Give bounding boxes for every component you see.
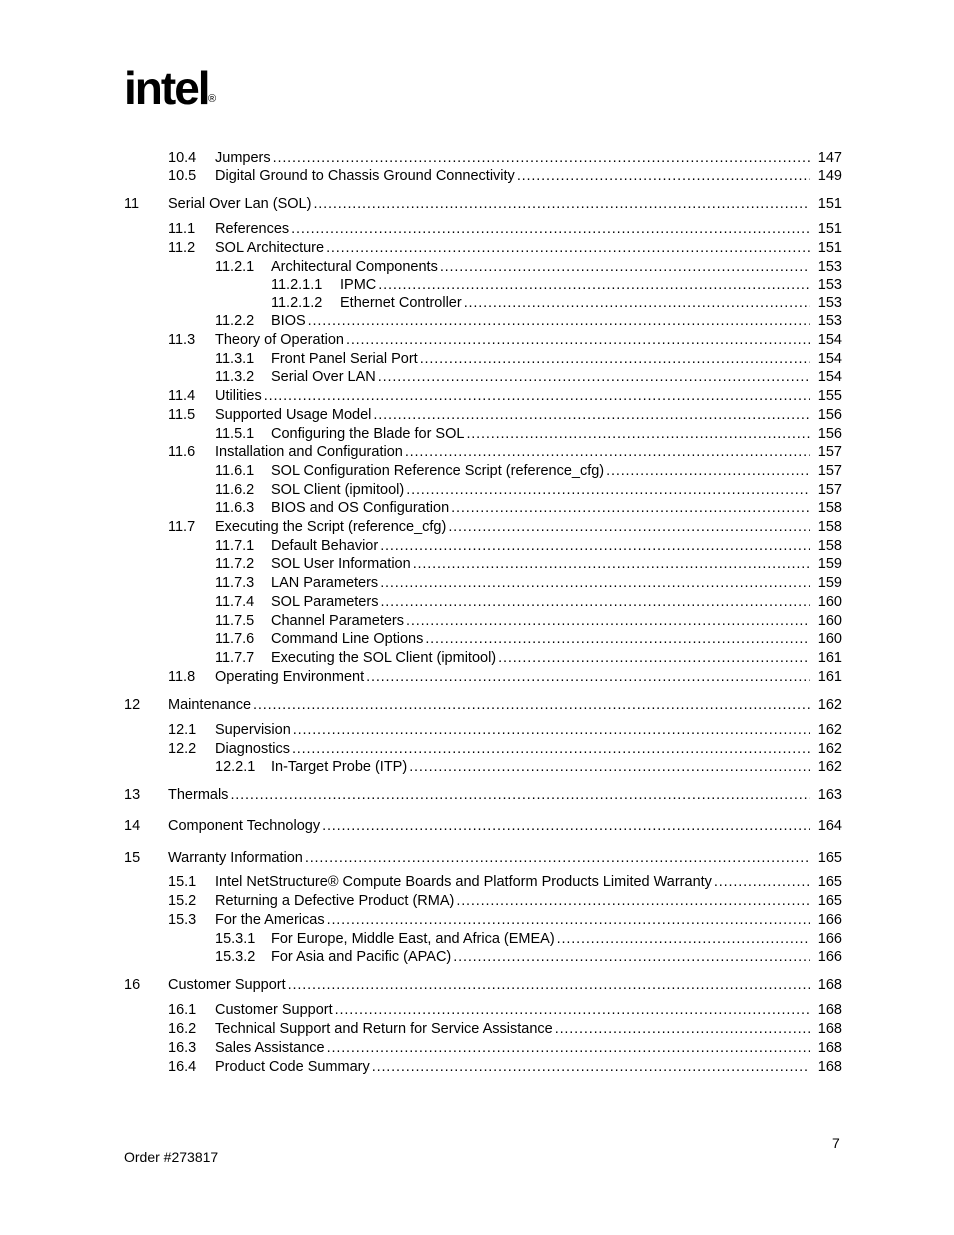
toc-entry[interactable] (124, 817, 842, 836)
toc-entry[interactable] (271, 276, 842, 295)
toc-entry-title: Digital Ground to Chassis Ground Connectivity (215, 168, 515, 184)
toc-entry-text (271, 499, 812, 518)
toc-entry-number: 14 (124, 818, 141, 834)
toc-entry-text (215, 1001, 812, 1020)
toc-entry-number: 11.7.6 (215, 631, 255, 647)
toc-entry-page: 160 (817, 594, 842, 610)
toc-entry-page: 163 (817, 787, 842, 803)
intel-logo-text: intel (124, 62, 209, 114)
toc-entry-text (271, 630, 812, 649)
toc-entry-number: 11.8 (168, 669, 196, 685)
toc-entry[interactable] (168, 387, 842, 406)
toc-entry[interactable] (124, 976, 842, 995)
dot-leader (606, 462, 810, 481)
dot-leader (308, 312, 810, 331)
toc-entry[interactable] (168, 220, 842, 239)
toc-entry-number: 11.2.2 (215, 313, 255, 329)
toc-entry-page: 162 (817, 697, 842, 713)
toc-entry-page: 161 (817, 650, 842, 666)
toc-entry[interactable] (168, 167, 842, 186)
toc-entry-number: 10.5 (168, 168, 197, 184)
toc-entry-page: 155 (817, 388, 842, 404)
toc-entry-text (340, 276, 812, 295)
toc-entry-title: References (215, 221, 290, 237)
toc-entry-number: 15.3 (168, 912, 197, 928)
dot-leader (448, 518, 810, 537)
toc-entry-text (215, 443, 812, 462)
toc-entry[interactable] (215, 425, 842, 444)
dot-leader (464, 294, 810, 313)
toc-entry-number: 11.4 (168, 388, 196, 404)
toc-entry-text (215, 873, 812, 892)
toc-entry-number: 11.7.1 (215, 538, 255, 554)
toc-entry-text (215, 1058, 812, 1077)
toc-entry-title: Front Panel Serial Port (271, 351, 418, 367)
toc-entry-page: 151 (817, 221, 842, 237)
toc-entry-page: 158 (817, 538, 842, 554)
toc-entry-page: 147 (817, 150, 842, 166)
toc-entry[interactable] (215, 312, 842, 331)
dot-leader (409, 758, 810, 777)
toc-entry-page: 166 (817, 949, 842, 965)
toc-entry-title: Supported Usage Model (215, 407, 372, 423)
toc-entry[interactable] (168, 239, 842, 258)
dot-leader (230, 786, 810, 805)
toc-entry-number: 11.6.1 (215, 463, 255, 479)
toc-entry-number: 11.3.2 (215, 369, 255, 385)
toc-entry-text (215, 892, 812, 911)
toc-entry[interactable] (168, 668, 842, 687)
toc-entry[interactable] (168, 892, 842, 911)
toc-entry[interactable] (168, 911, 842, 930)
toc-entry-title: For the Americas (215, 912, 325, 928)
dot-leader (456, 892, 810, 911)
toc-entry-number: 11.5.1 (215, 426, 255, 442)
toc-entry-text (168, 976, 812, 995)
toc-entry-title: Serial Over Lan (SOL) (168, 196, 312, 212)
toc-entry-number: 11.2.1 (215, 259, 255, 275)
toc-entry-number: 12.2 (168, 741, 197, 757)
toc-entry-text (271, 758, 812, 777)
toc-entry-page: 154 (817, 332, 842, 348)
toc-entry-text (215, 740, 812, 759)
dot-leader (555, 1020, 810, 1039)
toc-entry-title: Thermals (168, 787, 229, 803)
toc-entry[interactable] (168, 518, 842, 537)
toc-entry-page: 157 (817, 482, 842, 498)
toc-entry-page: 154 (817, 351, 842, 367)
toc-entry-text (271, 425, 812, 444)
toc-entry[interactable] (215, 930, 842, 949)
toc-entry-title: Default Behavior (271, 538, 379, 554)
dot-leader (517, 167, 810, 186)
toc-entry[interactable] (215, 758, 842, 777)
toc-entry-number: 15.3.2 (215, 949, 256, 965)
toc-entry[interactable] (215, 499, 842, 518)
toc-entry[interactable] (124, 696, 842, 715)
toc-entry-page: 160 (817, 613, 842, 629)
toc-entry-number: 15.2 (168, 893, 197, 909)
toc-entry-number: 11.7.5 (215, 613, 255, 629)
toc-entry-title: Command Line Options (271, 631, 424, 647)
toc-entry-number: 16.4 (168, 1059, 197, 1075)
toc-entry-title: Utilities (215, 388, 262, 404)
toc-entry-text (215, 518, 812, 537)
toc-entry-text (271, 481, 812, 500)
toc-entry-text (271, 462, 812, 481)
toc-entry[interactable] (168, 873, 842, 892)
toc-entry-number: 12.1 (168, 722, 197, 738)
toc-entry[interactable] (215, 630, 842, 649)
toc-entry-page: 151 (817, 240, 842, 256)
toc-entry-text (215, 239, 812, 258)
toc-entry-number: 11.2.1.1 (271, 277, 323, 293)
toc-entry-title: Diagnostics (215, 741, 290, 757)
toc-entry-page: 157 (817, 444, 842, 460)
toc-entry-text (215, 721, 812, 740)
toc-entry-page: 157 (817, 463, 842, 479)
toc-entry-text (271, 258, 812, 277)
toc-entry-title: Sales Assistance (215, 1040, 325, 1056)
dot-leader (380, 574, 810, 593)
toc-entry-number: 11 (124, 196, 140, 212)
toc-entry-number: 11.6.2 (215, 482, 255, 498)
toc-entry-text (271, 574, 812, 593)
dot-leader (405, 443, 810, 462)
toc-entry-number: 11.7 (168, 519, 196, 535)
toc-entry-title: BIOS and OS Configuration (271, 500, 450, 516)
toc-entry-page: 168 (817, 1059, 842, 1075)
dot-leader (264, 387, 810, 406)
toc-entry-title: Supervision (215, 722, 291, 738)
toc-entry[interactable] (215, 350, 842, 369)
toc-entry-title: Architectural Components (271, 259, 438, 275)
toc-entry-title: BIOS (271, 313, 306, 329)
toc-entry-title: Installation and Configuration (215, 444, 403, 460)
toc-entry-text (271, 649, 812, 668)
toc-entry-title: Configuring the Blade for SOL (271, 426, 465, 442)
toc-entry-number: 10.4 (168, 150, 197, 166)
toc-entry-page: 162 (817, 741, 842, 757)
toc-entry-page: 166 (817, 931, 842, 947)
toc-entry-title: Executing the Script (reference_cfg) (215, 519, 447, 535)
toc-entry-title: Product Code Summary (215, 1059, 370, 1075)
dot-leader (406, 612, 810, 631)
toc-entry-page: 166 (817, 912, 842, 928)
toc-entry-page: 156 (817, 426, 842, 442)
dot-leader (380, 593, 810, 612)
dot-leader (366, 668, 810, 687)
toc-entry[interactable] (215, 555, 842, 574)
toc-entry-title: Maintenance (168, 697, 252, 713)
toc-entry[interactable] (215, 574, 842, 593)
toc-entry-text (168, 696, 812, 715)
toc-entry[interactable] (124, 849, 842, 868)
toc-entry[interactable] (168, 406, 842, 425)
toc-entry[interactable] (168, 331, 842, 350)
toc-entry-number: 11.2 (168, 240, 196, 256)
dot-leader (406, 481, 810, 500)
toc-entry-text (215, 149, 812, 168)
toc-entry-number: 15.3.1 (215, 931, 256, 947)
toc-entry-title: Customer Support (215, 1002, 333, 1018)
toc-entry-title: LAN Parameters (271, 575, 379, 591)
toc-entry-text (215, 1039, 812, 1058)
toc-entry-page: 156 (817, 407, 842, 423)
toc-entry-page: 168 (817, 1021, 842, 1037)
toc-entry-title: Customer Support (168, 977, 286, 993)
dot-leader (326, 239, 810, 258)
dot-leader (327, 1039, 810, 1058)
toc-entry-title: Serial Over LAN (271, 369, 376, 385)
toc-entry-text (215, 220, 812, 239)
toc-entry-text (215, 1020, 812, 1039)
dot-leader (292, 740, 810, 759)
dot-leader (346, 331, 810, 350)
dot-leader (420, 350, 810, 369)
dot-leader (273, 149, 810, 168)
toc-entry-page: 153 (817, 259, 842, 275)
toc-entry-number: 11.3.1 (215, 351, 255, 367)
toc-entry-number: 12.2.1 (215, 759, 256, 775)
dot-leader (313, 195, 810, 214)
toc-entry-page: 168 (817, 1040, 842, 1056)
dot-leader (380, 537, 810, 556)
toc-entry[interactable] (168, 1039, 842, 1058)
toc-entry[interactable] (215, 612, 842, 631)
toc-entry-title: In-Target Probe (ITP) (271, 759, 408, 775)
toc-entry-title: Ethernet Controller (340, 295, 462, 311)
toc-entry-page: 159 (817, 575, 842, 591)
toc-entry[interactable] (168, 1020, 842, 1039)
toc-entry-title: For Europe, Middle East, and Africa (EMEA) (271, 931, 555, 947)
toc-entry-text (168, 786, 812, 805)
toc-entry-text (271, 948, 812, 967)
toc-entry[interactable] (168, 721, 842, 740)
dot-leader (291, 220, 810, 239)
toc-entry-text (271, 930, 812, 949)
toc-entry-number: 12 (124, 697, 141, 713)
toc-entry-title: Intel NetStructure® Compute Boards and Platform Products Limited Warranty (215, 874, 712, 890)
toc-entry-text (271, 368, 812, 387)
registered-mark: ® (208, 93, 217, 105)
toc-entry-page: 162 (817, 759, 842, 775)
toc-entry-title: SOL Architecture (215, 240, 325, 256)
toc-entry[interactable] (215, 368, 842, 387)
toc-entry-text (168, 817, 812, 836)
dot-leader (322, 817, 810, 836)
toc-entry-page: 168 (817, 1002, 842, 1018)
toc-entry-page: 158 (817, 500, 842, 516)
toc-entry-text (168, 849, 812, 868)
toc-entry-text (215, 406, 812, 425)
toc-entry-page: 153 (817, 313, 842, 329)
toc-entry[interactable] (168, 1058, 842, 1077)
toc-entry-title: Executing the SOL Client (ipmitool) (271, 650, 497, 666)
toc-entry-number: 15 (124, 850, 141, 866)
toc-entry-title: IPMC (340, 277, 377, 293)
dot-leader (253, 696, 810, 715)
toc-entry-number: 11.1 (168, 221, 196, 237)
toc-entry[interactable] (215, 593, 842, 612)
toc-entry[interactable] (271, 294, 842, 313)
dot-leader (714, 873, 810, 892)
toc-entry-title: Returning a Defective Product (RMA) (215, 893, 455, 909)
dot-leader (557, 930, 810, 949)
toc-entry-title: SOL Configuration Reference Script (reference_cfg) (271, 463, 605, 479)
dot-leader (288, 976, 810, 995)
toc-entry[interactable] (124, 786, 842, 805)
toc-entry-number: 11.7.4 (215, 594, 255, 610)
toc-entry-page: 168 (817, 977, 842, 993)
dot-leader (466, 425, 810, 444)
order-number: Order #273817 (124, 1149, 219, 1165)
toc-entry-number: 16 (124, 977, 141, 993)
toc-entry-page: 154 (817, 369, 842, 385)
toc-entry-text (215, 167, 812, 186)
dot-leader (453, 948, 810, 967)
toc-entry-title: Theory of Operation (215, 332, 344, 348)
toc-entry-number: 11.7.7 (215, 650, 255, 666)
dot-leader (498, 649, 810, 668)
dot-leader (327, 911, 810, 930)
toc-entry[interactable] (124, 195, 842, 214)
toc-entry-title: Jumpers (215, 150, 271, 166)
toc-entry-text (271, 612, 812, 631)
toc-entry-text (271, 593, 812, 612)
toc-entry[interactable] (168, 1001, 842, 1020)
dot-leader (378, 276, 810, 295)
toc-entry-number: 11.5 (168, 407, 196, 423)
toc-entry-page: 165 (817, 850, 842, 866)
toc-entry-page: 161 (817, 669, 842, 685)
toc-entry-text (271, 537, 812, 556)
toc-entry-number: 11.7.3 (215, 575, 255, 591)
dot-leader (378, 368, 810, 387)
toc-entry-text (271, 312, 812, 331)
dot-leader (372, 1058, 810, 1077)
toc-entry[interactable] (168, 149, 842, 168)
toc-entry[interactable] (215, 481, 842, 500)
toc-entry-number: 13 (124, 787, 141, 803)
dot-leader (413, 555, 810, 574)
toc-entry-title: SOL Parameters (271, 594, 379, 610)
toc-entry-page: 165 (817, 874, 842, 890)
toc-entry-number: 16.2 (168, 1021, 197, 1037)
toc-entry-number: 11.6.3 (215, 500, 255, 516)
toc-entry-page: 149 (817, 168, 842, 184)
toc-entry-page: 162 (817, 722, 842, 738)
toc-entry-page: 165 (817, 893, 842, 909)
toc-entry[interactable] (168, 443, 842, 462)
toc-entry-page: 153 (817, 277, 842, 293)
toc-entry-text (215, 387, 812, 406)
dot-leader (425, 630, 810, 649)
toc-entry-number: 16.3 (168, 1040, 197, 1056)
toc-entry-page: 164 (817, 818, 842, 834)
toc-entry-number: 11.6 (168, 444, 196, 460)
toc-entry-text (168, 195, 812, 214)
toc-entry-page: 153 (817, 295, 842, 311)
toc-entry[interactable] (168, 740, 842, 759)
toc-entry-text (215, 331, 812, 350)
toc-entry-text (271, 350, 812, 369)
toc-entry-title: Warranty Information (168, 850, 303, 866)
toc-entry-title: Channel Parameters (271, 613, 404, 629)
toc-entry[interactable] (215, 462, 842, 481)
dot-leader (451, 499, 810, 518)
toc-entry[interactable] (215, 649, 842, 668)
dot-leader (335, 1001, 810, 1020)
dot-leader (373, 406, 810, 425)
toc-entry-title: SOL User Information (271, 556, 411, 572)
toc-entry-number: 11.7.2 (215, 556, 255, 572)
toc-entry-text (271, 555, 812, 574)
toc-entry-title: SOL Client (ipmitool) (271, 482, 405, 498)
toc-entry-page: 159 (817, 556, 842, 572)
toc-entry-number: 15.1 (168, 874, 197, 890)
toc-entry-text (215, 668, 812, 687)
toc-entry[interactable] (215, 258, 842, 277)
toc-entry-number: 11.2.1.2 (271, 295, 323, 311)
toc-entry-title: Component Technology (168, 818, 321, 834)
toc-entry-title: Technical Support and Return for Service Assistance (215, 1021, 553, 1037)
toc-entry-text (340, 294, 812, 313)
page-number: 7 (832, 1135, 840, 1151)
toc-entry-page: 151 (817, 196, 842, 212)
toc-entry[interactable] (215, 537, 842, 556)
toc-entry-text (215, 911, 812, 930)
toc-entry-number: 16.1 (168, 1002, 197, 1018)
dot-leader (293, 721, 810, 740)
toc-entry-title: Operating Environment (215, 669, 365, 685)
toc-entry[interactable] (215, 948, 842, 967)
toc-entry-page: 160 (817, 631, 842, 647)
toc-entry-title: For Asia and Pacific (APAC) (271, 949, 452, 965)
toc-entry-page: 158 (817, 519, 842, 535)
dot-leader (305, 849, 810, 868)
dot-leader (440, 258, 810, 277)
toc-entry-number: 11.3 (168, 332, 196, 348)
